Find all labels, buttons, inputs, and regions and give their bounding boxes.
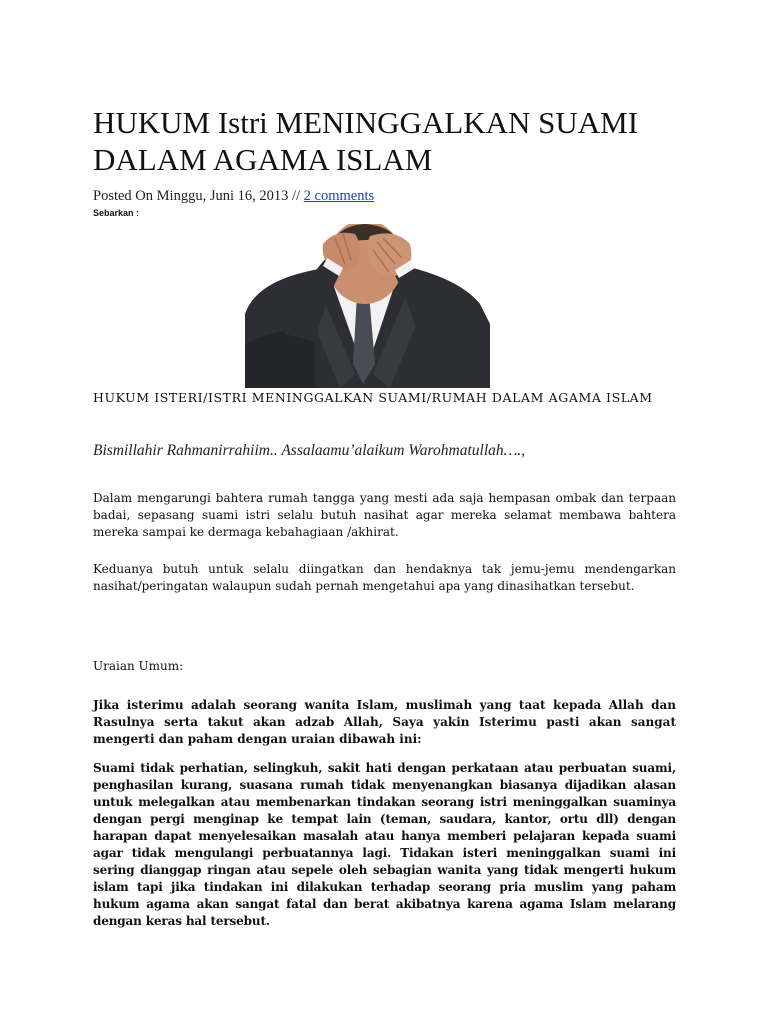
- share-label: Sebarkan :: [93, 208, 140, 218]
- suit-shadow: [245, 331, 315, 388]
- distressed-man-illustration: [245, 224, 490, 388]
- section-label: Uraian Umum:: [93, 659, 184, 673]
- comments-link[interactable]: 2 comments: [303, 188, 375, 204]
- greeting: Bismillahir Rahmanirrahiim.. Assalaamu’alaikum Warohmatullah….,: [93, 442, 526, 459]
- post-meta: [93, 188, 374, 205]
- bold-paragraph: Jika isterimu adalah seorang wanita Islam, muslimah yang taat kepada Allah dan Rasulnya serta takut akan adzab Allah, Saya yakin Isterimu pasti akan sangat mengerti dan paham dengan uraian dibawah ini:: [93, 698, 676, 746]
- paragraph: Keduanya butuh untuk selalu diingatkan dan hendaknya tak jemu-jemu mendengarkan nasihat/peringatan walaupun sudah pernah mengetahui apa yang dinasihatkan tersebut.: [93, 562, 676, 593]
- article-photo: [245, 224, 490, 388]
- sub-heading: HUKUM ISTERI/ISTRI MENINGGALKAN SUAMI/RUMAH DALAM AGAMA ISLAM: [93, 390, 653, 405]
- paragraph: Dalam mengarungi bahtera rumah tangga yang mesti ada saja hempasan ombak dan terpaan badai, sepasang suami istri selalu butuh nasihat agar mereka selamat membawa bahtera mereka sampai ke dermaga kebahagiaan /akhirat.: [93, 491, 676, 539]
- bold-paragraph: Suami tidak perhatian, selingkuh, sakit hati dengan perkataan atau perbuatan suami, penghasilan kurang, suasana rumah tidak menyenangkan biasanya dijadikan alasan untuk melegalkan atau membenarkan tindakan seorang istri meninggalkan suaminya dengan pergi menginap ke tempat lain (teman, saudara, kantor, ortu dll) dengan harapan dapat menyelesaikan masalah atau hanya memberi pelajaran kepada suami agar tidak mengulangi perbuatannya lagi. Tidakan isteri meninggalkan suami ini sering dianggap ringan atau sepele oleh sebagian wanita yang tidak mengerti hukum islam tapi jika tindakan ini dilakukan terhadap seorang pria muslim yang paham hukum agama akan sangat fatal dan berat akibatnya karena agama Islam melarang dengan keras hal tersebut.: [93, 761, 676, 928]
- article-title: HUKUM Istri MENINGGALKAN SUAMI DALAM AGAMA ISLAM: [93, 105, 639, 177]
- posted-date: Posted On Minggu, Juni 16, 2013 //: [93, 188, 304, 204]
